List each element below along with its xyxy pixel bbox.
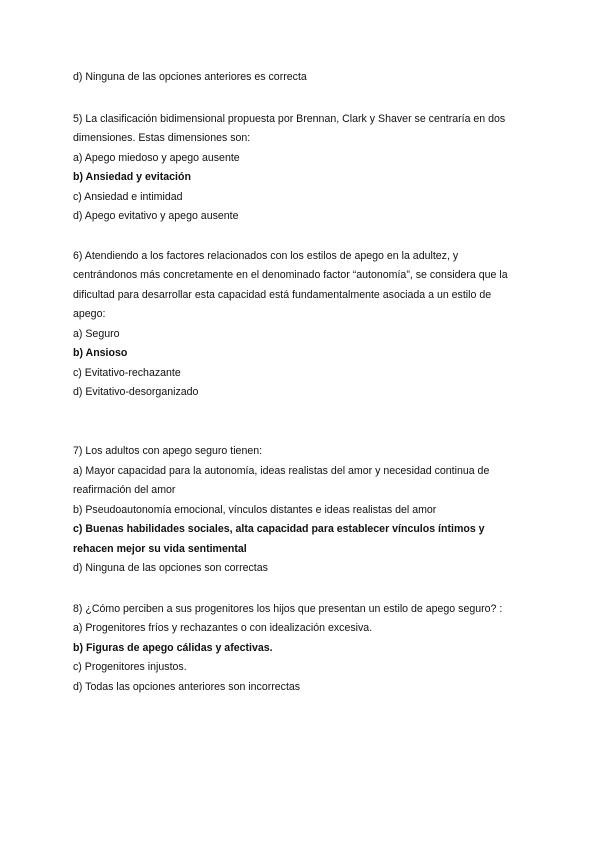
question-7-option-c-correct-line-2: rehacen mejor su vida sentimental bbox=[73, 543, 247, 555]
question-5-option-c: c) Ansiedad e intimidad bbox=[73, 191, 183, 203]
question-5-prompt-line-1: 5) La clasificación bidimensional propuesta por Brennan, Clark y Shaver se centraría en dos bbox=[73, 113, 506, 125]
question-7-option-c-correct-line-1: c) Buenas habilidades sociales, alta capacidad para establecer vínculos íntimos y bbox=[73, 523, 485, 535]
question-7-option-a-line-2: reafirmación del amor bbox=[73, 484, 176, 496]
question-5-option-d: d) Apego evitativo y apego ausente bbox=[73, 210, 239, 222]
question-6-prompt-line-4: apego: bbox=[73, 308, 106, 320]
question-6-option-a: a) Seguro bbox=[73, 328, 120, 340]
question-8-prompt: 8) ¿Cómo perciben a sus progenitores los hijos que presentan un estilo de apego seguro? : bbox=[73, 603, 503, 615]
question-8-option-d: d) Todas las opciones anteriores son incorrectas bbox=[73, 681, 301, 693]
question-6-option-b-correct: b) Ansioso bbox=[73, 347, 128, 359]
question-6-option-d: d) Evitativo-desorganizado bbox=[73, 386, 199, 398]
question-5-prompt-line-2: dimensiones. Estas dimensiones son: bbox=[73, 132, 251, 144]
question-8-option-c: c) Progenitores injustos. bbox=[73, 661, 187, 673]
question-7-option-b: b) Pseudoautonomía emocional, vínculos distantes e ideas realistas del amor bbox=[73, 504, 437, 516]
question-8-option-a: a) Progenitores fríos y rechazantes o con idealización excesiva. bbox=[73, 622, 373, 634]
question-5-option-a: a) Apego miedoso y apego ausente bbox=[73, 152, 240, 164]
question-6-prompt-line-1: 6) Atendiendo a los factores relacionados con los estilos de apego en la adultez, y bbox=[73, 250, 459, 262]
previous-question-option-d: d) Ninguna de las opciones anteriores es correcta bbox=[73, 71, 307, 83]
question-7-option-a-line-1: a) Mayor capacidad para la autonomía, ideas realistas del amor y necesidad continua de bbox=[73, 465, 490, 477]
question-8-option-b-correct: b) Figuras de apego cálidas y afectivas. bbox=[73, 642, 273, 654]
question-7-option-d: d) Ninguna de las opciones son correctas bbox=[73, 562, 268, 574]
question-6-prompt-line-3: dificultad para desarrollar esta capacidad está fundamentalmente asociada a un estilo de bbox=[73, 289, 492, 301]
question-6-option-c: c) Evitativo-rechazante bbox=[73, 367, 181, 379]
question-5-option-b-correct: b) Ansiedad y evitación bbox=[73, 171, 191, 183]
question-7-prompt: 7) Los adultos con apego seguro tienen: bbox=[73, 445, 263, 457]
question-6-prompt-line-2: centrándonos más concretamente en el denominado factor “autonomía”, se considera que la bbox=[73, 269, 508, 281]
